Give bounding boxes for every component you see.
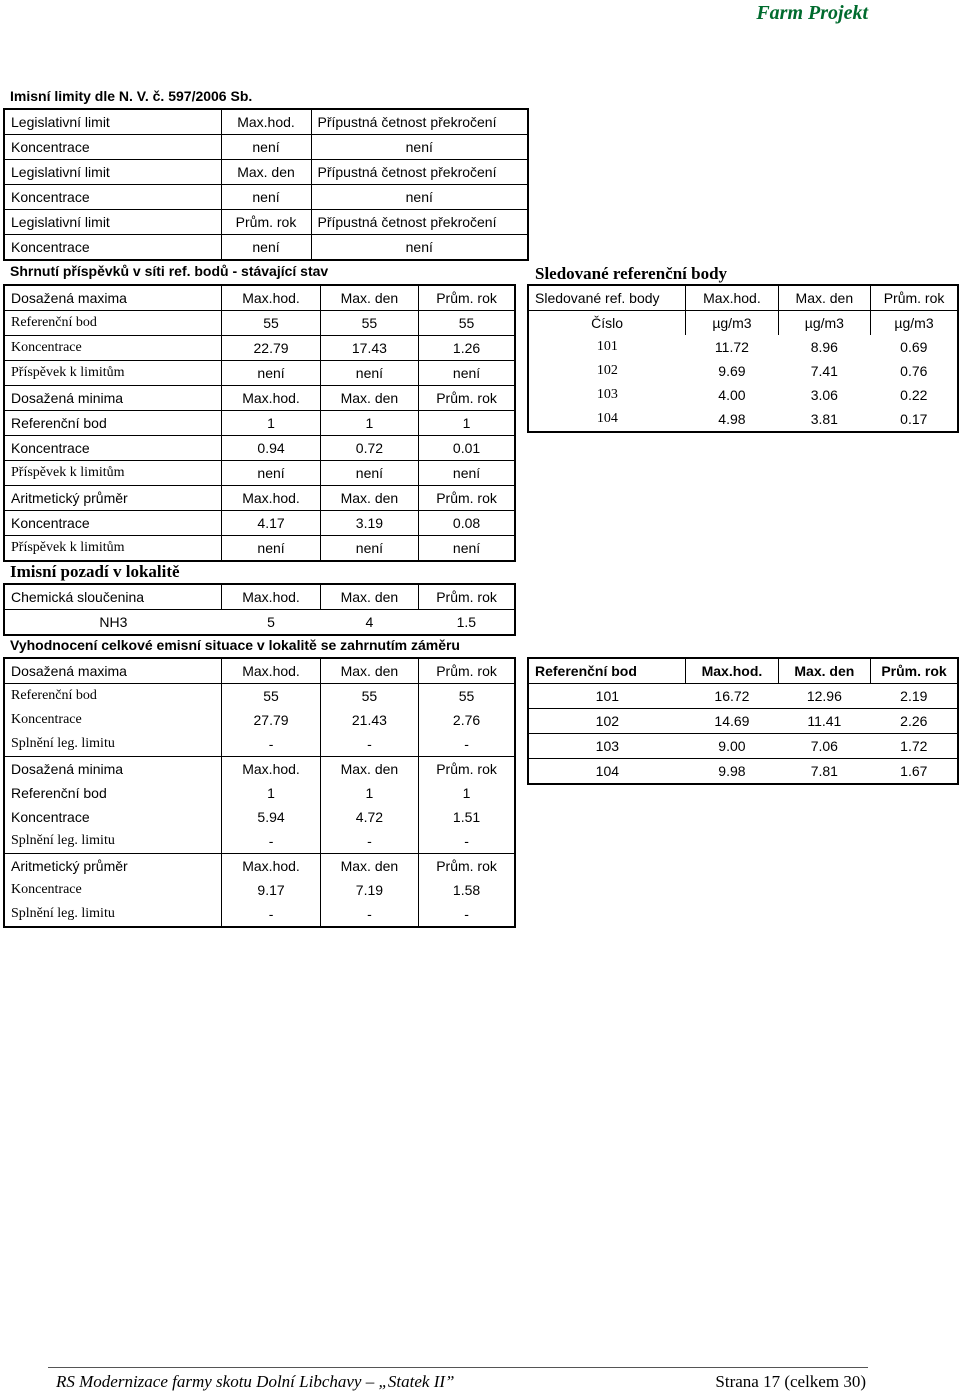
ref-point-row bbox=[528, 407, 958, 432]
ref-eval-cell: 12.96 bbox=[778, 684, 870, 709]
summary-cell: Koncentrace bbox=[4, 436, 222, 461]
ref-point-cell: 102 bbox=[596, 363, 618, 378]
evaluation-row bbox=[4, 805, 515, 829]
ref-point-row bbox=[528, 311, 958, 336]
summary-cell: Příspěvek k limitům bbox=[4, 536, 222, 562]
evaluation-cell: 1 bbox=[320, 781, 418, 805]
evaluation-cell: Dosažená maxima bbox=[4, 658, 222, 684]
background-table bbox=[3, 583, 516, 636]
ref-eval-cell: 11.41 bbox=[778, 709, 870, 734]
summary-cell: Prům. rok bbox=[419, 386, 515, 411]
ref-point-cell: 8.96 bbox=[810, 339, 838, 355]
summary-row bbox=[4, 311, 515, 336]
summary-row bbox=[4, 411, 515, 436]
summary-cell: Max.hod. bbox=[222, 486, 320, 511]
summary-cell: Prům. rok bbox=[419, 486, 515, 511]
evaluation-cell: Max. den bbox=[320, 854, 418, 879]
summary-row bbox=[4, 461, 515, 486]
evaluation-cell: Prům. rok bbox=[419, 854, 515, 879]
summary-cell: Max. den bbox=[320, 386, 418, 411]
evaluation-cell: 9.17 bbox=[222, 878, 320, 902]
ref-point-cell: 103 bbox=[596, 387, 618, 402]
evaluation-cell: Max.hod. bbox=[222, 658, 320, 684]
limits-cell: Koncentrace bbox=[4, 185, 221, 210]
evaluation-cell: Max.hod. bbox=[222, 854, 320, 879]
evaluation-cell: 7.19 bbox=[320, 878, 418, 902]
summary-cell: 1 bbox=[222, 411, 320, 436]
evaluation-cell: 21.43 bbox=[320, 708, 418, 732]
evaluation-row bbox=[4, 829, 515, 854]
evaluation-row bbox=[4, 732, 515, 757]
summary-table bbox=[3, 284, 516, 562]
background-cell: NH3 bbox=[4, 610, 222, 636]
evaluation-cell: - bbox=[222, 732, 320, 757]
evaluation-cell: Referenční bod bbox=[4, 781, 222, 805]
evaluation-cell: - bbox=[464, 833, 469, 849]
summary-cell: 55 bbox=[419, 311, 515, 336]
summary-cell: Referenční bod bbox=[4, 411, 222, 436]
summary-cell: 4.17 bbox=[222, 511, 320, 536]
ref-point-row bbox=[528, 285, 958, 311]
limits-cell: není bbox=[221, 135, 311, 160]
evaluation-table bbox=[3, 657, 516, 928]
evaluation-row bbox=[4, 902, 515, 927]
summary-cell: není bbox=[320, 536, 418, 562]
limits-cell: Legislativní limit bbox=[4, 160, 221, 185]
evaluation-cell: Max. den bbox=[320, 757, 418, 782]
summary-cell: 22.79 bbox=[222, 336, 320, 361]
summary-cell: 55 bbox=[320, 311, 418, 336]
ref-eval-cell: 103 bbox=[528, 734, 686, 759]
background-title: Imisní pozadí v lokalitě bbox=[10, 562, 180, 581]
evaluation-cell: 27.79 bbox=[222, 708, 320, 732]
footer-project: RS Modernizace farmy skotu Dolní Libchavy – „Statek II” bbox=[56, 1372, 455, 1391]
evaluation-cell: - bbox=[464, 906, 469, 922]
evaluation-cell: Koncentrace bbox=[4, 708, 222, 732]
evaluation-cell: - bbox=[320, 732, 418, 757]
summary-row bbox=[4, 361, 515, 386]
summary-cell: není bbox=[320, 361, 418, 386]
background-cell: 1.5 bbox=[419, 610, 515, 636]
summary-cell: Aritmetický průměr bbox=[4, 486, 222, 511]
summary-cell: není bbox=[419, 361, 515, 386]
limits-cell: Prům. rok bbox=[221, 210, 311, 235]
limits-cell: není bbox=[311, 235, 528, 261]
ref-point-cell: Max. den bbox=[778, 285, 870, 311]
ref-eval-cell: 9.00 bbox=[686, 734, 778, 759]
evaluation-cell: 5.94 bbox=[222, 805, 320, 829]
ref-point-cell: 3.06 bbox=[810, 387, 838, 403]
limits-cell: není bbox=[311, 135, 528, 160]
ref-eval-row bbox=[528, 658, 958, 684]
summary-cell: 17.43 bbox=[320, 336, 418, 361]
summary-cell: Příspěvek k limitům bbox=[4, 461, 222, 486]
summary-cell: 55 bbox=[222, 311, 320, 336]
footer-page-number: Strana 17 (celkem 30) bbox=[715, 1372, 866, 1391]
ref-point-cell: µg/m3 bbox=[778, 311, 870, 336]
ref-point-cell: 3.81 bbox=[810, 411, 838, 427]
ref-point-cell: 0.22 bbox=[900, 387, 928, 403]
summary-row bbox=[4, 285, 515, 311]
ref-eval-cell: Prům. rok bbox=[881, 663, 947, 679]
limits-cell: Max. den bbox=[221, 160, 311, 185]
evaluation-cell: - bbox=[222, 829, 320, 854]
summary-cell: není bbox=[320, 461, 418, 486]
limits-cell: Max.hod. bbox=[221, 109, 311, 135]
limits-cell: Koncentrace bbox=[4, 135, 221, 160]
ref-point-cell: 104 bbox=[596, 411, 618, 426]
ref-point-cell: Prům. rok bbox=[883, 290, 945, 306]
summary-cell: 0.01 bbox=[419, 436, 515, 461]
summary-cell: Prům. rok bbox=[436, 290, 497, 306]
evaluation-cell: Max.hod. bbox=[222, 757, 320, 782]
evaluation-row bbox=[4, 684, 515, 709]
evaluation-cell: Splnění leg. limitu bbox=[4, 732, 222, 757]
ref-point-cell: µg/m3 bbox=[686, 311, 778, 336]
ref-eval-cell: 1.72 bbox=[871, 734, 958, 759]
ref-eval-cell: 9.98 bbox=[686, 759, 778, 785]
summary-cell: Max.hod. bbox=[222, 285, 320, 311]
summary-row bbox=[4, 536, 515, 562]
ref-point-cell: 9.69 bbox=[718, 363, 746, 379]
summary-row bbox=[4, 436, 515, 461]
limits-row bbox=[4, 210, 528, 235]
summary-cell: není bbox=[419, 461, 515, 486]
summary-row bbox=[4, 486, 515, 511]
evaluation-cell: Koncentrace bbox=[4, 805, 222, 829]
ref-point-cell: Max.hod. bbox=[686, 285, 778, 311]
limits-title: Imisní limity dle N. V. č. 597/2006 Sb. bbox=[10, 88, 253, 104]
ref-point-cell: µg/m3 bbox=[871, 311, 958, 336]
evaluation-cell: 1.51 bbox=[452, 809, 481, 825]
summary-cell: 1 bbox=[419, 411, 515, 436]
ref-point-cell: 11.72 bbox=[714, 339, 749, 355]
ref-points-table bbox=[527, 284, 959, 433]
background-cell: Max. den bbox=[320, 584, 418, 610]
evaluation-cell: Splnění leg. limitu bbox=[4, 829, 222, 854]
evaluation-cell: 1 bbox=[222, 781, 320, 805]
ref-eval-cell: 104 bbox=[528, 759, 686, 785]
background-cell: Chemická sloučenina bbox=[4, 584, 222, 610]
limits-table bbox=[3, 108, 529, 261]
evaluation-row bbox=[4, 878, 515, 902]
summary-cell: není bbox=[222, 536, 320, 562]
evaluation-row bbox=[4, 658, 515, 684]
ref-eval-row bbox=[528, 734, 958, 759]
ref-eval-cell: Max.hod. bbox=[686, 658, 778, 684]
evaluation-row bbox=[4, 781, 515, 805]
summary-cell: 0.72 bbox=[320, 436, 418, 461]
evaluation-row bbox=[4, 757, 515, 782]
ref-eval-row bbox=[528, 684, 958, 709]
evaluation-cell: 55 bbox=[222, 684, 320, 709]
evaluation-cell: - bbox=[222, 902, 320, 927]
ref-eval-cell: 2.26 bbox=[871, 709, 958, 734]
ref-point-cell: 0.17 bbox=[900, 411, 928, 427]
ref-point-row bbox=[528, 335, 958, 359]
summary-row bbox=[4, 386, 515, 411]
evaluation-cell: - bbox=[464, 736, 469, 752]
ref-point-row bbox=[528, 383, 958, 407]
evaluation-cell: 1.58 bbox=[452, 882, 481, 898]
summary-cell: Max. den bbox=[320, 486, 418, 511]
summary-row bbox=[4, 511, 515, 536]
summary-cell: Dosažená minima bbox=[4, 386, 222, 411]
summary-cell: 0.94 bbox=[222, 436, 320, 461]
ref-points-title: Sledované referenční body bbox=[535, 264, 728, 283]
summary-cell: Koncentrace bbox=[4, 336, 222, 361]
evaluation-cell: Referenční bod bbox=[4, 684, 222, 709]
ref-point-row bbox=[528, 359, 958, 383]
evaluation-cell: 1 bbox=[462, 785, 471, 801]
background-cell: Max.hod. bbox=[222, 584, 320, 610]
summary-title: Shrnutí příspěvků v síti ref. bodů - stávající stav bbox=[10, 263, 329, 279]
limits-cell: Legislativní limit bbox=[4, 109, 221, 135]
summary-cell: 1.26 bbox=[419, 336, 515, 361]
ref-eval-table bbox=[527, 657, 959, 785]
summary-cell: 0.08 bbox=[419, 511, 515, 536]
limits-row bbox=[4, 135, 528, 160]
ref-point-cell: 7.41 bbox=[810, 363, 838, 379]
summary-cell: Dosažená maxima bbox=[4, 285, 222, 311]
limits-row bbox=[4, 109, 528, 135]
evaluation-cell: Koncentrace bbox=[4, 878, 222, 902]
background-row bbox=[4, 610, 515, 636]
summary-row bbox=[4, 336, 515, 361]
evaluation-cell: 55 bbox=[419, 684, 515, 709]
summary-cell: Příspěvek k limitům bbox=[4, 361, 222, 386]
limits-cell: Legislativní limit bbox=[4, 210, 221, 235]
ref-eval-cell: Referenční bod bbox=[528, 658, 686, 684]
summary-cell: Referenční bod bbox=[4, 311, 222, 336]
evaluation-title: Vyhodnocení celkové emisní situace v lokalitě se zahrnutím záměru bbox=[10, 637, 460, 653]
evaluation-cell: Splnění leg. limitu bbox=[4, 902, 222, 927]
summary-cell: 3.19 bbox=[320, 511, 418, 536]
ref-eval-row bbox=[528, 759, 958, 785]
ref-point-cell: 101 bbox=[596, 339, 618, 354]
ref-point-cell: 4.00 bbox=[718, 387, 746, 403]
footer-divider bbox=[48, 1367, 868, 1368]
ref-eval-cell: 1.67 bbox=[871, 759, 958, 785]
ref-eval-cell: 7.06 bbox=[778, 734, 870, 759]
background-cell: Prům. rok bbox=[436, 589, 497, 605]
background-cell: 5 bbox=[222, 610, 320, 636]
ref-eval-cell: 16.72 bbox=[686, 684, 778, 709]
limits-row bbox=[4, 235, 528, 261]
evaluation-cell: Aritmetický průměr bbox=[4, 854, 222, 879]
summary-cell: Max. den bbox=[320, 285, 418, 311]
evaluation-cell: 55 bbox=[320, 684, 418, 709]
ref-eval-cell: 101 bbox=[528, 684, 686, 709]
limits-cell: není bbox=[311, 185, 528, 210]
limits-cell: Koncentrace bbox=[4, 235, 221, 261]
summary-cell: není bbox=[222, 461, 320, 486]
background-cell: 4 bbox=[320, 610, 418, 636]
evaluation-cell: Prům. rok bbox=[436, 663, 497, 679]
limits-cell: není bbox=[221, 185, 311, 210]
evaluation-row bbox=[4, 854, 515, 879]
limits-row bbox=[4, 160, 528, 185]
ref-eval-cell: 14.69 bbox=[686, 709, 778, 734]
ref-eval-cell: 102 bbox=[528, 709, 686, 734]
summary-cell: Koncentrace bbox=[4, 511, 222, 536]
ref-point-cell: Číslo bbox=[528, 311, 686, 336]
background-row bbox=[4, 584, 515, 610]
limits-cell: Přípustná četnost překročení bbox=[317, 114, 497, 130]
summary-cell: Max.hod. bbox=[222, 386, 320, 411]
summary-cell: 1 bbox=[320, 411, 418, 436]
ref-point-cell: 0.69 bbox=[900, 339, 928, 355]
ref-point-cell: 4.98 bbox=[718, 411, 746, 427]
ref-eval-cell: 2.19 bbox=[871, 684, 958, 709]
limits-cell: Přípustná četnost překročení bbox=[311, 210, 528, 235]
ref-eval-cell: 7.81 bbox=[778, 759, 870, 785]
summary-cell: není bbox=[419, 536, 515, 562]
limits-cell: Přípustná četnost překročení bbox=[311, 160, 528, 185]
brand-header: Farm Projekt bbox=[756, 2, 868, 24]
evaluation-cell: 4.72 bbox=[320, 805, 418, 829]
evaluation-cell: Prům. rok bbox=[419, 757, 515, 782]
ref-eval-row bbox=[528, 709, 958, 734]
evaluation-cell: - bbox=[320, 829, 418, 854]
ref-point-cell: Sledované ref. body bbox=[528, 285, 686, 311]
ref-point-cell: 0.76 bbox=[900, 363, 928, 379]
evaluation-cell: - bbox=[320, 902, 418, 927]
evaluation-cell: Dosažená minima bbox=[4, 757, 222, 782]
ref-eval-cell: Max. den bbox=[778, 658, 870, 684]
limits-cell: není bbox=[221, 235, 311, 261]
evaluation-cell: 2.76 bbox=[452, 712, 481, 728]
summary-cell: není bbox=[222, 361, 320, 386]
limits-row bbox=[4, 185, 528, 210]
evaluation-row bbox=[4, 708, 515, 732]
evaluation-cell: Max. den bbox=[320, 658, 418, 684]
